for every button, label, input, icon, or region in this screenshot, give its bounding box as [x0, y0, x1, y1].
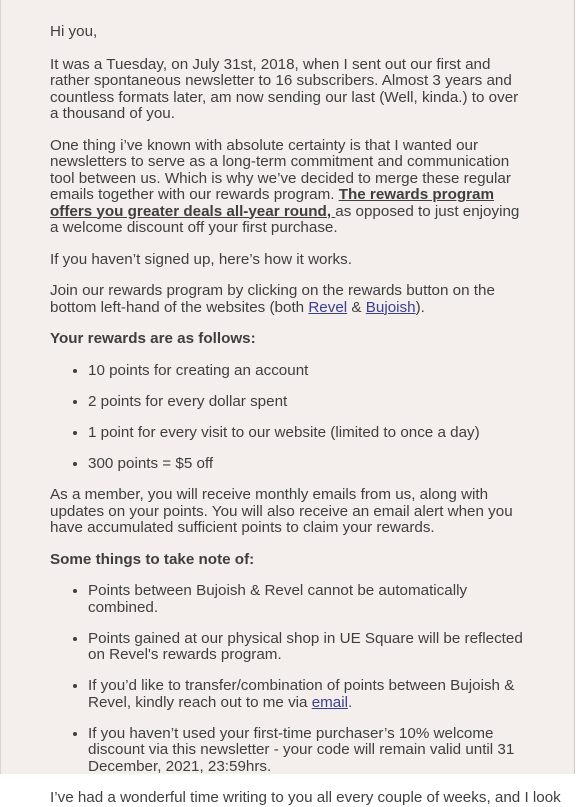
signup-paragraph: If you haven’t signed up, here’s how it works. — [50, 250, 352, 268]
note-text-end: . — [348, 693, 353, 711]
list-item: • 2 points for every dollar spent — [88, 394, 530, 411]
list-item: • 10 points for creating an account — [88, 363, 530, 380]
list-item: • Points gained at our physical shop in UE Square will be reflected on Revel's rewards program. — [88, 631, 530, 664]
list-item: • Points between Bujoish & Revel cannot be automatically combined. — [88, 583, 530, 616]
member-paragraph: As a member, you will receive monthly emails from us, along with updates on your points. You will also receive an email alert when you have accumulated sufficient points to claim your rewards. — [50, 486, 513, 536]
list-item: • 1 point for every visit to our website (limited to once a day) — [88, 425, 530, 442]
greeting: Hi you, — [50, 23, 98, 40]
merge-text: One thing i’ve known with absolute certainty is that I wanted our newsletters to serve as a long-term commitment and communication tool between us. Which is why we’ve decided to merge these regular emails together with our rewards program. — [50, 136, 511, 203]
rewards-heading: Your rewards are as follows: — [50, 330, 256, 347]
rewards-emphasis: The rewards program offers you greater deals all-year round, — [50, 186, 494, 220]
merge-text-end: as opposed to just enjoying a welcome discount off your first purchase. — [50, 202, 520, 236]
join-text-end: ). — [415, 298, 425, 316]
bujoish-link[interactable]: Bujoish — [365, 298, 416, 316]
list-item: • If you haven’t used your first-time purchaser’s 10% welcome discount via this newsletter - your code will remain valid until 31 December, 2021, 23:59hrs. — [88, 726, 530, 776]
intro-paragraph: It was a Tuesday, on July 31st, 2018, when I sent out our first and rather spontaneous newsletter to 16 subscribers. Almost 3 years and countless formats later, am now sending our last (Well, kinda.) to over a thousand of you. — [50, 55, 519, 122]
rewards-list — [50, 363, 530, 473]
notes-list — [50, 583, 530, 775]
join-paragraph — [50, 283, 530, 316]
list-item — [88, 678, 530, 711]
amp-text: & — [347, 298, 366, 316]
revel-link[interactable]: Revel — [308, 298, 348, 316]
closing-paragraph: I’ve had a wonderful time writing to you all every couple of weeks, and I look — [50, 789, 561, 806]
email-link[interactable]: email — [311, 693, 348, 711]
merge-paragraph — [50, 138, 530, 237]
join-text: Join our rewards program by clicking on the rewards button on the bottom left-hand of the websites (both — [50, 282, 495, 316]
note-text: If you’d like to transfer/combination of points between Bujoish & Revel, kindly reach out to me via — [88, 677, 515, 711]
email-body — [1, 0, 574, 807]
list-item: • 300 points = $5 off — [88, 456, 530, 473]
notes-heading: Some things to take note of: — [50, 550, 255, 568]
